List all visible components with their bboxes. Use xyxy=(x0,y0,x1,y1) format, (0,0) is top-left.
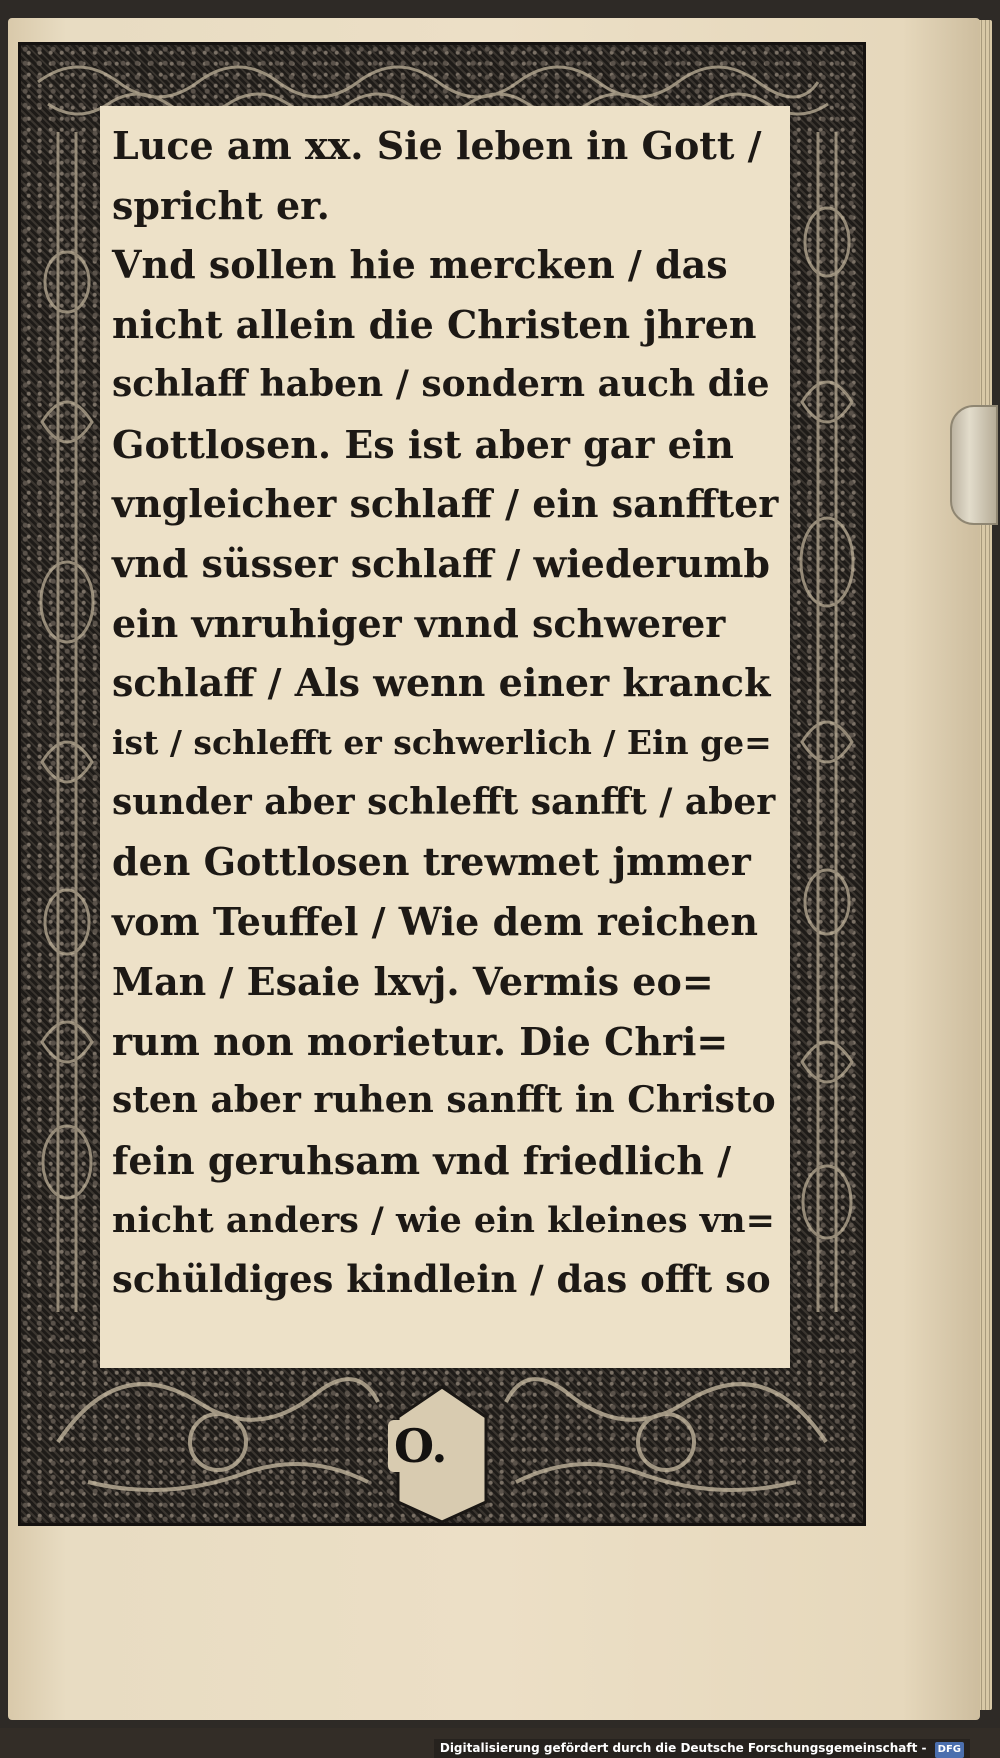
text-line: sunder aber schlefft sanfft / aber xyxy=(112,780,776,823)
text-line: nicht allein die Christen jhren xyxy=(112,302,757,348)
page-tab-clip xyxy=(950,405,998,525)
text-line: schlaff haben / sondern auch die xyxy=(112,362,770,405)
text-line: spricht er. xyxy=(112,182,330,228)
credit-text: Digitalisierung gefördert durch die Deutsche Forschungsgemeinschaft - xyxy=(439,1741,927,1755)
text-line: vngleicher schlaff / ein sanffter xyxy=(112,481,779,527)
text-line: schlaff / Als wenn einer kranck xyxy=(112,660,771,706)
text-line: ist / schlefft er schwerlich / Ein ge= xyxy=(112,723,772,763)
text-block xyxy=(100,106,790,1368)
dfg-logo: DFG xyxy=(935,1742,964,1758)
text-line: Vnd sollen hie mercken / das xyxy=(112,242,728,288)
text-line: vom Teuffel / Wie dem reichen xyxy=(112,899,758,945)
text-line: nicht anders / wie ein kleines vn= xyxy=(112,1199,775,1241)
text-line: Man / Esaie lxvj. Vermis eo= xyxy=(112,958,714,1004)
text-line: Luce am xx. Sie leben in Gott / xyxy=(112,123,762,168)
text-line: Gottlosen. Es ist aber gar ein xyxy=(112,421,734,467)
text-line: ein vnruhiger vnnd schwerer xyxy=(112,600,726,646)
text-line: fein geruhsam vnd friedlich / xyxy=(112,1137,732,1183)
text-line: den Gottlosen trewmet jmmer xyxy=(112,839,751,885)
signature-mark: O. xyxy=(388,1420,453,1472)
text-line: sten aber ruhen sanfft in Christo xyxy=(112,1079,776,1122)
text-line: rum non morietur. Die Chri= xyxy=(112,1018,729,1064)
text-line: vnd süsser schlaff / wiederumb xyxy=(112,540,770,586)
digitization-credit xyxy=(434,1739,970,1758)
text-line: schüldiges kindlein / das offt so xyxy=(112,1257,771,1302)
